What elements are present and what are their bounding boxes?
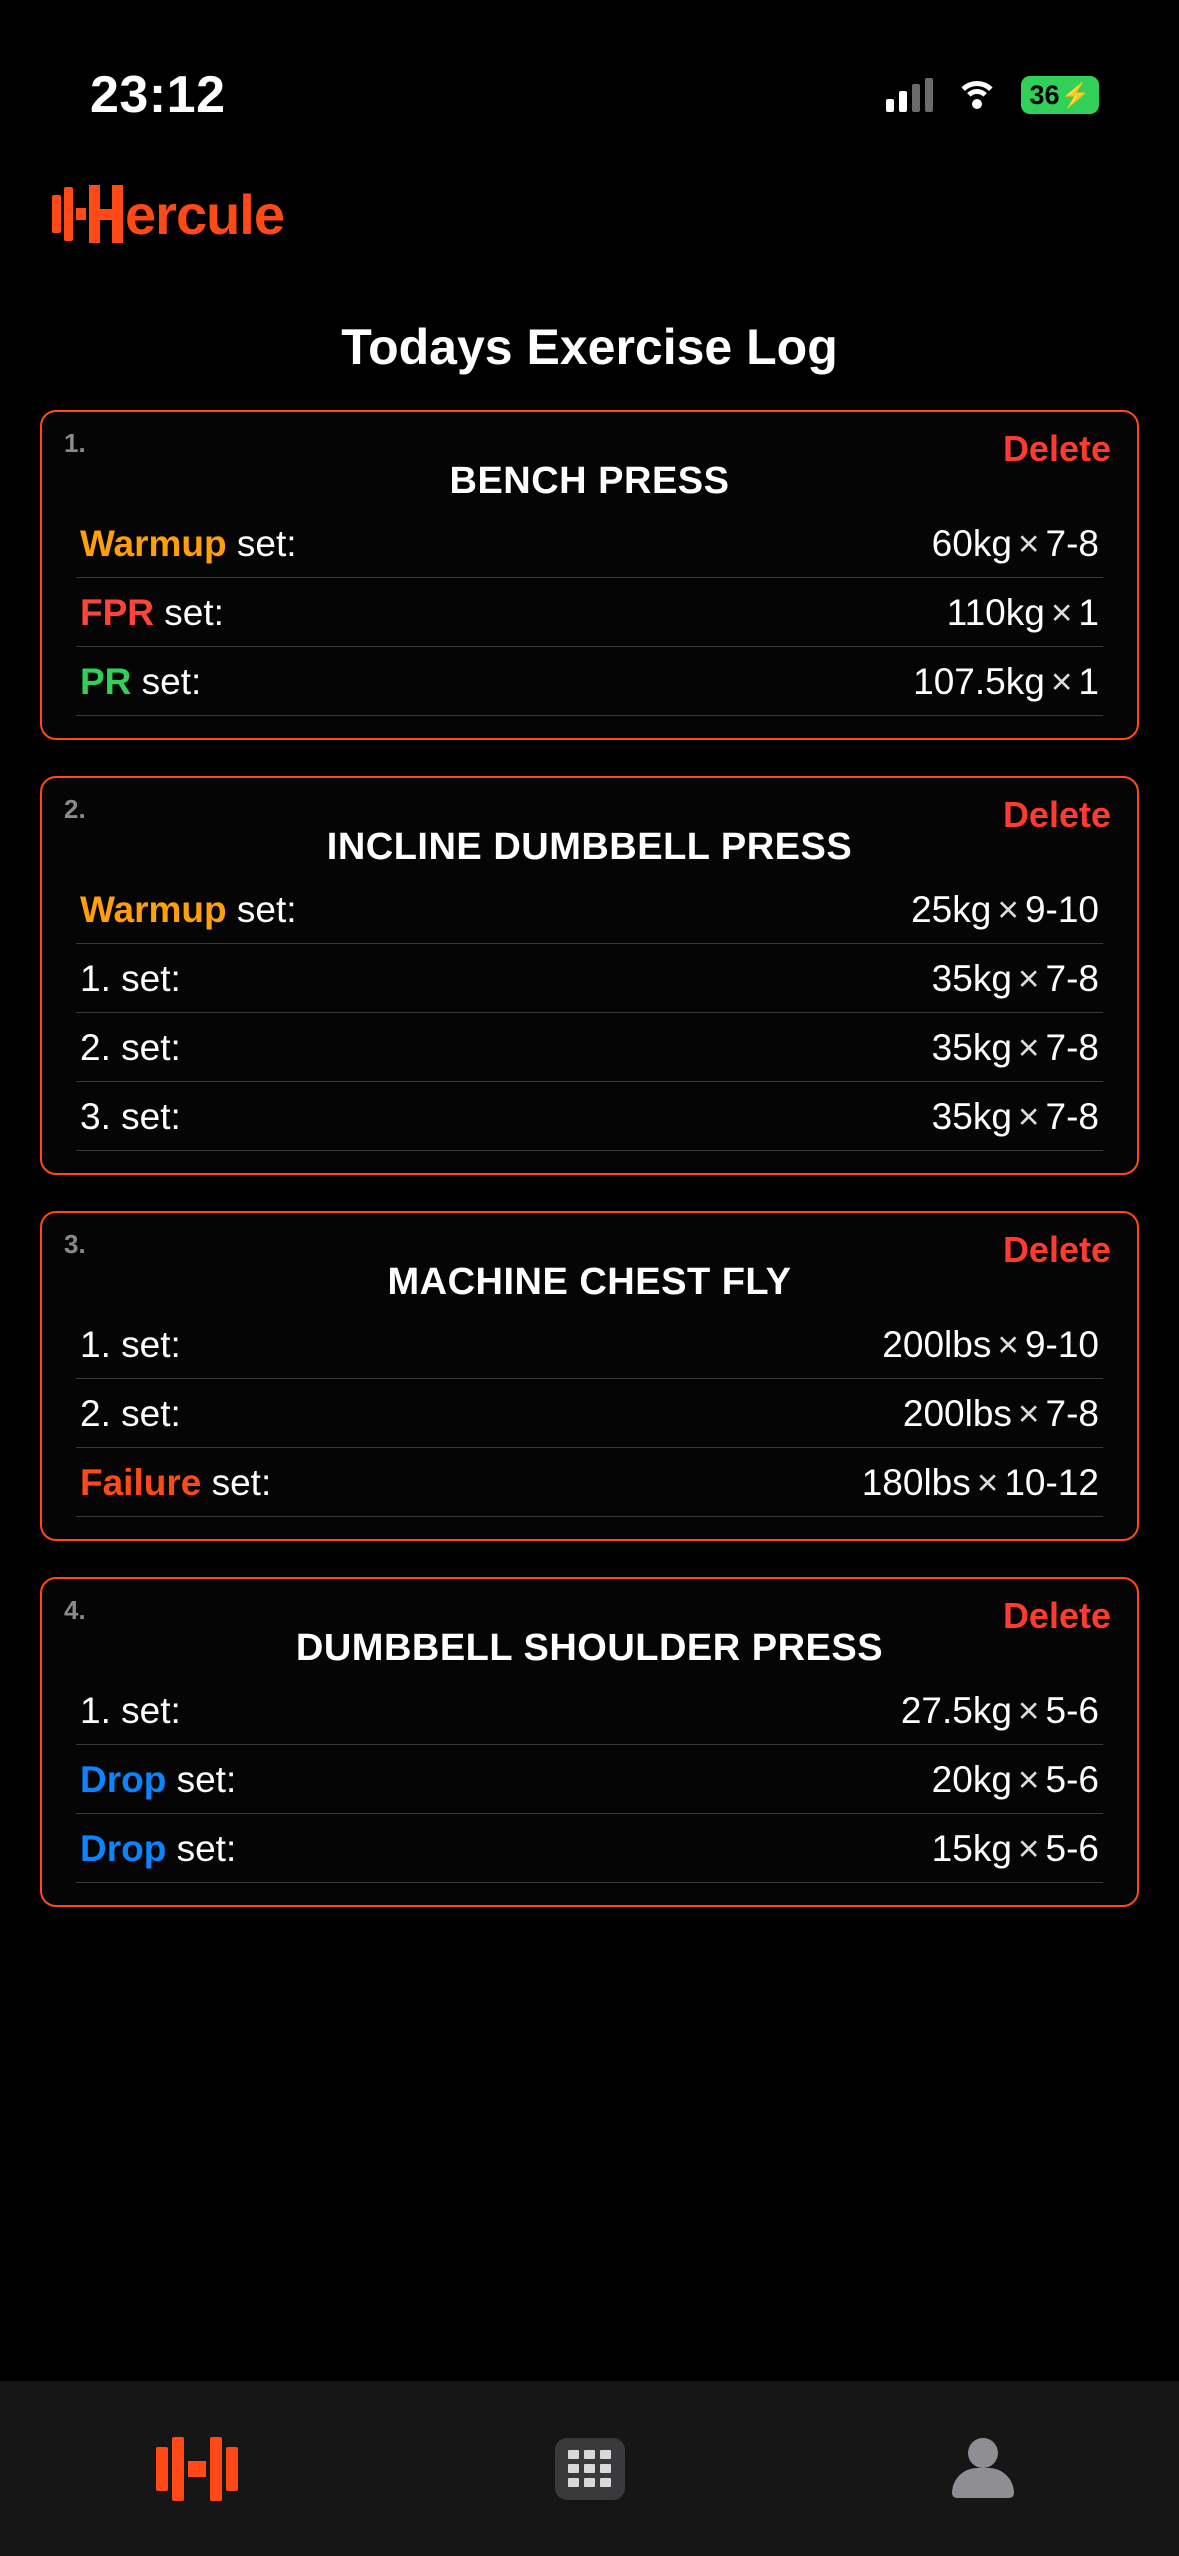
set-label <box>80 1462 271 1504</box>
set-row[interactable] <box>76 1013 1103 1082</box>
person-icon <box>950 2436 1016 2502</box>
app-logo <box>0 150 1179 260</box>
exercise-log-list[interactable] <box>0 410 1179 1869</box>
set-tag: Warmup <box>80 889 227 930</box>
exercise-card[interactable] <box>40 1211 1139 1541</box>
set-tag: 3. <box>80 1096 111 1137</box>
exercise-index: 3. <box>64 1229 86 1259</box>
set-tag: 1. <box>80 958 111 999</box>
set-label <box>80 889 297 931</box>
multiply-sign: × <box>997 889 1019 930</box>
multiply-sign: × <box>997 1324 1019 1365</box>
set-suffix: set: <box>166 1759 237 1800</box>
multiply-sign: × <box>1050 661 1073 702</box>
set-tag: PR <box>80 661 132 702</box>
set-tag: Failure <box>80 1462 202 1503</box>
set-suffix: set: <box>110 1690 181 1731</box>
set-reps: 7-8 <box>1045 1393 1099 1434</box>
set-row[interactable] <box>76 1745 1103 1814</box>
cellular-bars-icon <box>886 78 933 112</box>
set-weight: 200lbs <box>882 1324 992 1365</box>
set-tag: Warmup <box>80 523 227 564</box>
exercise-card[interactable] <box>40 776 1139 1175</box>
set-weight: 35kg <box>931 1096 1012 1137</box>
set-suffix: set: <box>226 523 297 564</box>
page-title: Todays Exercise Log <box>341 319 838 375</box>
set-weight: 200lbs <box>902 1393 1012 1434</box>
set-weight: 15kg <box>931 1828 1012 1869</box>
status-bar <box>0 0 1179 150</box>
set-reps: 1 <box>1078 592 1099 633</box>
set-label <box>80 523 297 565</box>
set-row[interactable] <box>76 1379 1103 1448</box>
delete-button[interactable]: Delete <box>1002 428 1111 469</box>
multiply-sign: × <box>1017 1393 1040 1434</box>
set-reps: 9-10 <box>1024 1324 1099 1365</box>
set-weight: 20kg <box>931 1759 1012 1800</box>
set-tag: 2. <box>80 1393 111 1434</box>
multiply-sign: × <box>1017 1828 1040 1869</box>
set-row[interactable] <box>76 647 1103 716</box>
set-reps: 7-8 <box>1045 1096 1099 1137</box>
set-suffix: set: <box>110 1324 181 1365</box>
exercise-name: MACHINE CHEST FLY <box>387 1261 792 1303</box>
set-reps: 10-12 <box>1004 1462 1099 1503</box>
exercise-index: 2. <box>64 794 86 824</box>
exercise-name: BENCH PRESS <box>449 460 730 502</box>
set-reps: 1 <box>1078 661 1099 702</box>
set-tag: Drop <box>80 1759 167 1800</box>
status-clock: 23:12 <box>90 66 226 124</box>
delete-button[interactable]: Delete <box>1002 794 1111 835</box>
battery-indicator <box>1021 76 1099 114</box>
set-reps: 5-6 <box>1045 1759 1099 1800</box>
set-value <box>932 1759 1099 1801</box>
multiply-sign: × <box>1017 1759 1040 1800</box>
set-reps: 5-6 <box>1045 1690 1099 1731</box>
tab-keypad[interactable] <box>393 2438 786 2500</box>
set-suffix: set: <box>154 592 224 633</box>
set-value <box>913 661 1099 703</box>
list-fade-overlay <box>0 2355 1179 2381</box>
set-label <box>80 1759 236 1801</box>
set-weight: 110kg <box>946 592 1045 633</box>
multiply-sign: × <box>1017 958 1040 999</box>
set-row[interactable] <box>76 1310 1103 1379</box>
set-row[interactable] <box>76 1448 1103 1517</box>
set-weight: 27.5kg <box>900 1690 1012 1731</box>
set-label <box>80 958 181 1000</box>
set-suffix: set: <box>110 958 181 999</box>
set-label <box>80 1828 236 1870</box>
set-suffix: set: <box>201 1462 272 1503</box>
multiply-sign: × <box>1017 1027 1040 1068</box>
set-row[interactable] <box>76 509 1103 578</box>
set-value <box>932 958 1099 1000</box>
delete-button[interactable]: Delete <box>1002 1595 1111 1636</box>
set-row[interactable] <box>76 1676 1103 1745</box>
set-suffix: set: <box>166 1828 237 1869</box>
set-value <box>947 592 1099 634</box>
set-label <box>80 1393 181 1435</box>
set-weight: 25kg <box>911 889 992 930</box>
bottom-tab-bar <box>0 2381 1179 2556</box>
set-value <box>932 1096 1099 1138</box>
set-reps: 9-10 <box>1024 889 1099 930</box>
set-value <box>901 1690 1099 1732</box>
set-weight: 35kg <box>931 958 1012 999</box>
set-row[interactable] <box>76 944 1103 1013</box>
battery-charging-icon: ⚡ <box>1060 81 1091 109</box>
set-suffix: set: <box>110 1096 181 1137</box>
tab-workouts[interactable] <box>0 2437 393 2501</box>
multiply-sign: × <box>1017 523 1040 564</box>
dumbbell-icon <box>52 185 123 243</box>
set-value <box>932 1027 1099 1069</box>
set-row[interactable] <box>76 1814 1103 1883</box>
set-tag: Drop <box>80 1828 167 1869</box>
set-row[interactable] <box>76 578 1103 647</box>
set-label <box>80 592 224 634</box>
set-suffix: set: <box>226 889 297 930</box>
tab-profile[interactable] <box>786 2436 1179 2502</box>
exercise-name: INCLINE DUMBBELL PRESS <box>326 826 853 868</box>
wifi-icon <box>955 79 999 111</box>
battery-level: 36 <box>1029 79 1060 110</box>
set-weight: 180lbs <box>861 1462 971 1503</box>
set-value <box>882 1324 1099 1366</box>
set-label <box>80 1096 181 1138</box>
set-value <box>903 1393 1099 1435</box>
set-tag: FPR <box>80 592 154 633</box>
set-value <box>862 1462 1099 1504</box>
exercise-index: 4. <box>64 1595 86 1625</box>
set-weight: 60kg <box>931 523 1012 564</box>
set-weight: 35kg <box>931 1027 1012 1068</box>
dumbbell-icon <box>156 2437 238 2501</box>
set-label <box>80 1324 181 1366</box>
set-suffix: set: <box>110 1027 181 1068</box>
set-weight: 107.5kg <box>913 661 1045 702</box>
set-reps: 7-8 <box>1045 523 1099 564</box>
set-suffix: set: <box>131 661 202 702</box>
multiply-sign: × <box>1050 592 1073 633</box>
delete-button[interactable]: Delete <box>1002 1229 1111 1270</box>
set-row[interactable] <box>76 875 1103 944</box>
multiply-sign: × <box>976 1462 999 1503</box>
status-indicators <box>886 76 1099 114</box>
set-tag: 2. <box>80 1027 111 1068</box>
exercise-card[interactable] <box>40 1577 1139 1907</box>
set-value <box>932 1828 1099 1870</box>
app-name: ercule <box>125 182 284 246</box>
exercise-name: DUMBBELL SHOULDER PRESS <box>295 1627 884 1669</box>
exercise-card[interactable] <box>40 410 1139 740</box>
set-reps: 5-6 <box>1045 1828 1099 1869</box>
set-tag: 1. <box>80 1690 111 1731</box>
set-label <box>80 1690 181 1732</box>
set-label <box>80 1027 181 1069</box>
multiply-sign: × <box>1017 1096 1040 1137</box>
exercise-index: 1. <box>64 428 86 458</box>
keypad-icon <box>555 2438 625 2500</box>
set-value <box>911 889 1099 931</box>
set-suffix: set: <box>110 1393 181 1434</box>
set-label <box>80 661 201 703</box>
set-row[interactable] <box>76 1082 1103 1151</box>
set-tag: 1. <box>80 1324 111 1365</box>
set-reps: 7-8 <box>1045 1027 1099 1068</box>
multiply-sign: × <box>1017 1690 1040 1731</box>
set-reps: 7-8 <box>1045 958 1099 999</box>
set-value <box>932 523 1099 565</box>
